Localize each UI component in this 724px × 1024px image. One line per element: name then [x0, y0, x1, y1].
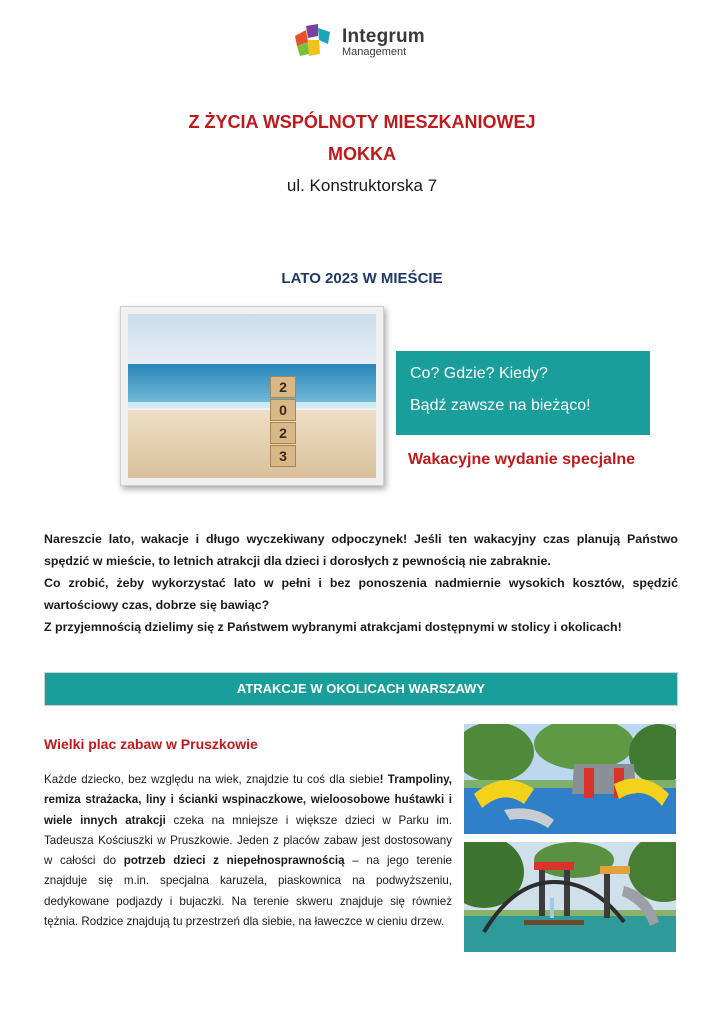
- year-block: 2: [270, 422, 296, 444]
- section-header: ATRAKCJE W OKOLICACH WARSZAWY: [44, 672, 678, 706]
- hero-teal-box: [396, 351, 650, 435]
- hero-image: [128, 314, 376, 478]
- newsletter-title-line1: Z ŻYCIA WSPÓLNOTY MIESZKANIOWEJ: [188, 112, 536, 132]
- article-text: czeka na mniejsze i większe dzieci w Parku im. Tadeusza Kościuszki w Pruszkowie. Jeden z placów zabaw jest dostosowany w całości do: [44, 813, 452, 868]
- article-bold-text: potrzeb dzieci z niepełnosprawnością: [123, 854, 345, 868]
- issue-title: LATO 2023 W MIEŚCIE: [281, 270, 443, 287]
- article-text: Każde dziecko, bez względu na wiek, znajdzie tu coś dla siebie: [44, 773, 380, 786]
- special-edition-label: Wakacyjne wydanie specjalne: [408, 451, 636, 468]
- article-text: – na jego terenie znajduje się m.in. specjalna karuzela, piaskownica na podwyższeniu, dedykowane podjazdy i bujaczki. Na terenie skweru znajduje się również tężnia. Rodzice znajdują tu przestrzeń dla siebie, na ławeczce w cieniu drzew.: [44, 854, 452, 929]
- company-logo: [292, 22, 452, 62]
- newsletter-title-line2: MOKKA: [328, 144, 396, 164]
- year-block: 0: [270, 399, 296, 421]
- hero-tagline-1: Co? Gdzie? Kiedy?: [410, 365, 548, 382]
- logo-mark-icon: [292, 22, 332, 58]
- hero-image-frame: [120, 306, 384, 486]
- playground-photo-2: [464, 842, 676, 952]
- logo-subtitle: Management: [342, 46, 407, 58]
- year-block: 3: [270, 445, 296, 467]
- hero-tagline-2: Bądź zawsze na bieżąco!: [410, 397, 591, 414]
- year-blocks: [270, 376, 294, 467]
- logo-name: Integrum: [342, 26, 425, 47]
- intro-paragraph: Co zrobić, żeby wykorzystać lato w pełni i bez ponoszenia nadmiernie wysokich kosztów, spędzić wartościowy czas, dobrze się bawiąc?: [44, 576, 678, 612]
- article-body: [44, 770, 452, 932]
- intro-text: [44, 528, 678, 638]
- playground-photo-1: [464, 724, 676, 834]
- intro-paragraph: Z przyjemnością dzielimy się z Państwem wybranymi atrakcjami dostępnymi w stolicy i okolicach!: [44, 620, 622, 634]
- article-heading: Wielki plac zabaw w Pruszkowie: [44, 736, 258, 752]
- address: ul. Konstruktorska 7: [286, 176, 438, 195]
- year-block: 2: [270, 376, 296, 398]
- intro-paragraph: Nareszcie lato, wakacje i długo wyczekiwany odpoczynek! Jeśli ten wakacyjny czas planują Państwo spędzić w mieście, to letnich atrakcji dla dzieci i dorosłych z pewnością nie zabraknie.: [44, 532, 678, 568]
- article-bold-text: ! Trampoliny, remiza strażacka, liny i ścianki wspinaczkowe, wieloosobowe huśtawki i wiele innych atrakcji: [44, 773, 452, 827]
